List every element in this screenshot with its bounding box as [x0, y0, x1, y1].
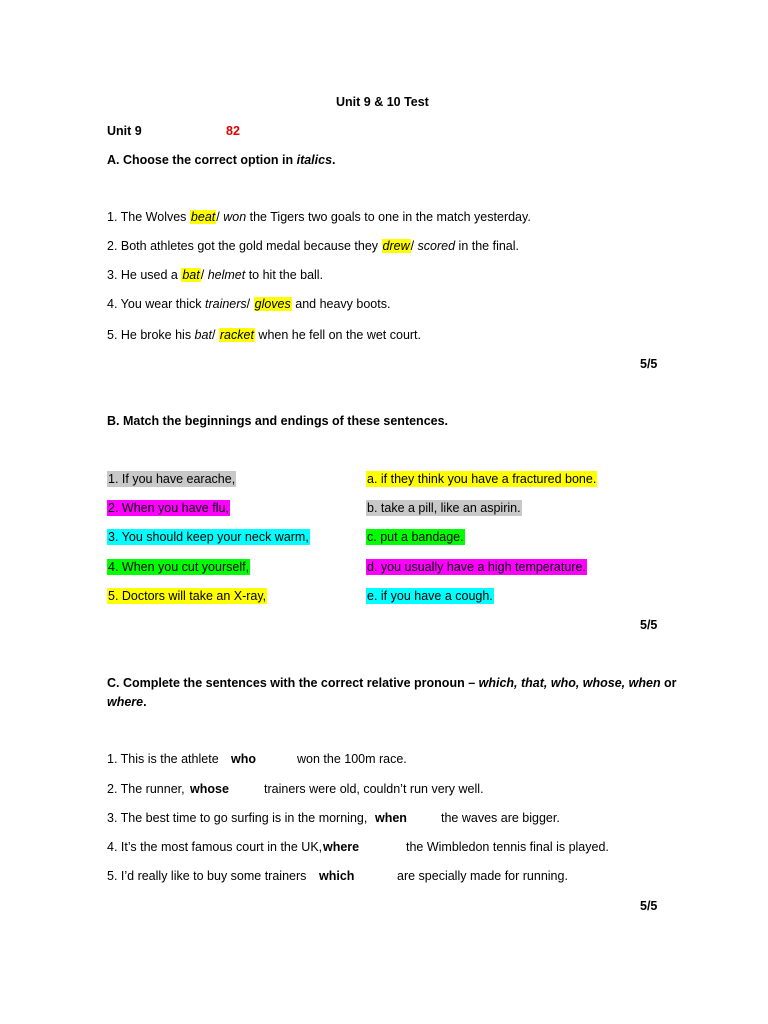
selected-option: drew: [382, 239, 410, 253]
section-c-item-text: 2. The runner,: [107, 782, 185, 796]
selected-option: racket: [219, 328, 254, 342]
selected-option: beat: [190, 210, 216, 224]
section-c-item-text: 3. The best time to go surfing is in the morning,: [107, 811, 368, 825]
relative-pronoun-answer: when: [375, 811, 407, 825]
relative-pronoun-answer: which: [319, 869, 355, 883]
selected-option: gloves: [254, 297, 291, 311]
match-beginning: 5. Doctors will take an X-ray,: [108, 589, 267, 603]
section-c-heading: C. Complete the sentences with the correct relative pronoun – which, that, who, whose, when or: [107, 676, 677, 690]
section-a-heading: A. Choose the correct option in italics.: [107, 153, 336, 167]
match-beginning: 1. If you have earache,: [108, 472, 236, 486]
match-ending: e. if you have a cough.: [367, 589, 493, 603]
section-a-item: 5. He broke his bat/ racket when he fell on the wet court.: [107, 328, 422, 342]
match-ending: a. if they think you have a fractured bone.: [367, 472, 597, 486]
section-a-item: 1. The Wolves beat/ won the Tigers two goals to one in the match yesterday.: [107, 210, 531, 224]
section-c-item-text: won the 100m race.: [297, 752, 407, 766]
section-c-item-text: the waves are bigger.: [441, 811, 560, 825]
section-a-item: 4. You wear thick trainers/ gloves and heavy boots.: [107, 297, 391, 311]
section-c-score: 5/5: [640, 899, 658, 913]
page-title: Unit 9 & 10 Test: [336, 95, 429, 109]
match-beginning: 3. You should keep your neck warm,: [108, 530, 309, 544]
total-score: 82: [226, 124, 240, 138]
match-beginning: 4. When you cut yourself,: [108, 560, 250, 574]
match-ending: b. take a pill, like an aspirin.: [367, 501, 521, 515]
section-a-item: 2. Both athletes got the gold medal because they drew/ scored in the final.: [107, 239, 520, 253]
section-c-item-text: 5. I’d really like to buy some trainers: [107, 869, 307, 883]
relative-pronoun-answer: where: [323, 840, 360, 854]
section-c-item-text: the Wimbledon tennis final is played.: [406, 840, 609, 854]
section-b-score: 5/5: [640, 618, 658, 632]
section-c-item-text: 4. It’s the most famous court in the UK,: [107, 840, 323, 854]
section-c-heading-line2: where.: [107, 695, 147, 709]
selected-option: bat: [182, 268, 200, 282]
relative-pronoun-answer: who: [231, 752, 256, 766]
section-a-score: 5/5: [640, 357, 658, 371]
section-c-item-text: are specially made for running.: [397, 869, 568, 883]
unit-label: Unit 9: [107, 124, 142, 138]
match-beginning: 2. When you have flu,: [108, 501, 229, 515]
match-ending: c. put a bandage.: [367, 530, 464, 544]
match-ending: d. you usually have a high temperature.: [367, 560, 586, 574]
section-c-item-text: 1. This is the athlete: [107, 752, 219, 766]
section-c-item-text: trainers were old, couldn’t run very well.: [264, 782, 484, 796]
section-b-heading: B. Match the beginnings and endings of these sentences.: [107, 414, 449, 428]
relative-pronoun-answer: whose: [190, 782, 229, 796]
section-a-item: 3. He used a bat/ helmet to hit the ball.: [107, 268, 324, 282]
